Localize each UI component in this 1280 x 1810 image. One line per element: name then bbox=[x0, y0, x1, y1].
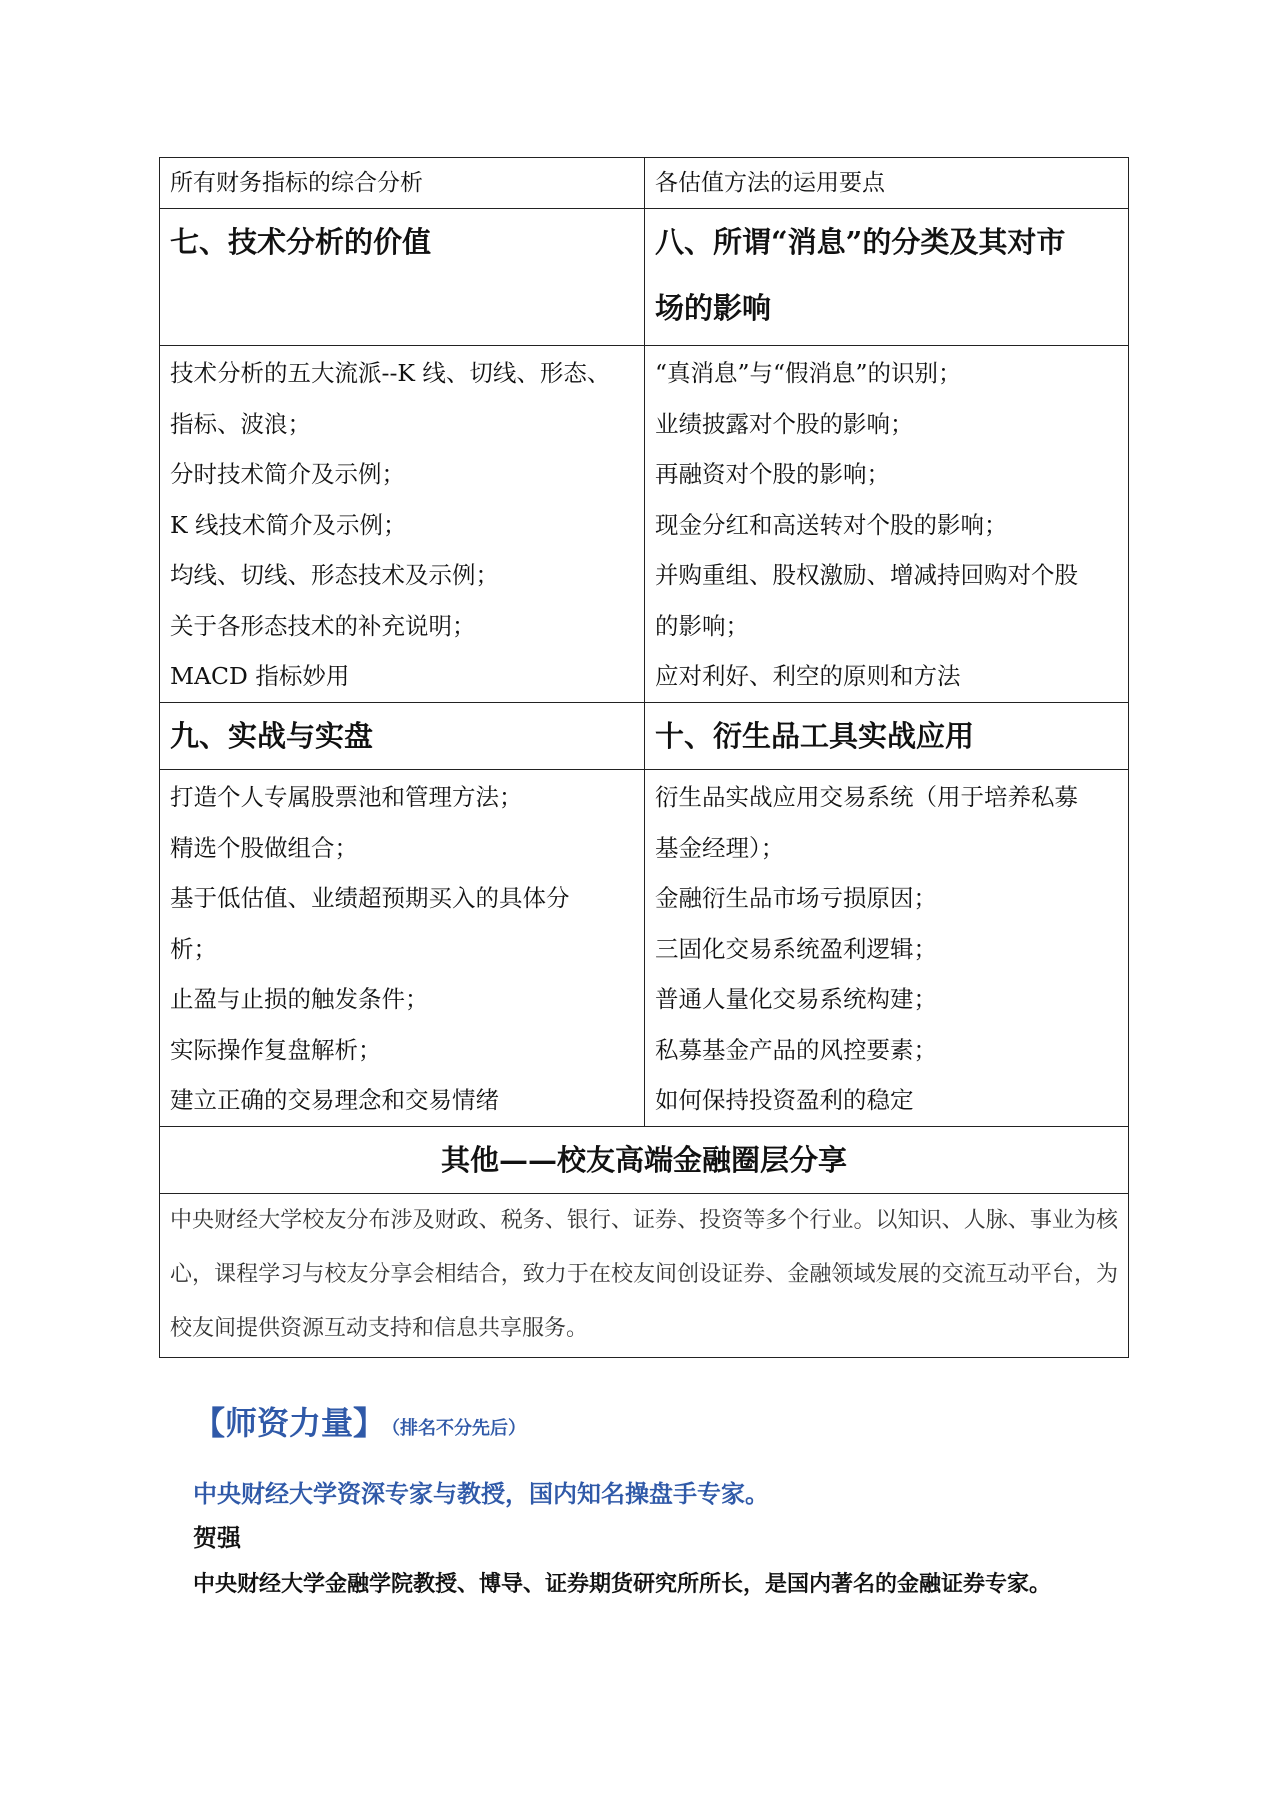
faculty-heading-text: 【师资力量】 bbox=[193, 1404, 386, 1442]
faculty-heading bbox=[193, 1403, 1128, 1449]
section-9-body bbox=[160, 770, 645, 1127]
table-row-body-7-8 bbox=[160, 346, 1129, 703]
table-row-heading-9-10 bbox=[160, 703, 1129, 770]
list-item: 实际操作复盘解析； bbox=[170, 1035, 382, 1064]
list-item: 技术分析的五大流派--K 线、切线、形态、 bbox=[170, 359, 611, 387]
list-item: 的影响； bbox=[655, 611, 749, 640]
section-8-body bbox=[645, 346, 1129, 703]
list-item: 打造个人专属股票池和管理方法； bbox=[170, 783, 523, 811]
section-8-title-line2: 场的影响 bbox=[655, 291, 772, 325]
course-table bbox=[159, 157, 1129, 1358]
list-item: 基金经理）； bbox=[655, 833, 785, 862]
list-item: 金融衍生品市场亏损原因； bbox=[655, 884, 937, 912]
list-item: MACD 指标妙用 bbox=[170, 662, 350, 690]
list-item: 再融资对个股的影响； bbox=[655, 460, 890, 488]
list-item: 业绩披露对个股的影响； bbox=[655, 409, 914, 438]
section-9-title: 九、实战与实盘 bbox=[160, 703, 645, 770]
cell-valuation-methods: 各估值方法的运用要点 bbox=[645, 158, 1129, 209]
section-7-list bbox=[170, 346, 634, 702]
faculty-ranking-note: （排名不分先后） bbox=[391, 1418, 527, 1439]
list-item: 精选个股做组合； bbox=[170, 833, 358, 862]
list-item: 应对利好、利空的原则和方法 bbox=[655, 662, 961, 690]
list-item: 建立正确的交易理念和交易情绪 bbox=[170, 1086, 499, 1114]
list-item: 均线、切线、形态技术及示例； bbox=[170, 561, 499, 589]
list-item: 分时技术简介及示例； bbox=[170, 460, 405, 488]
list-item: 析； bbox=[170, 934, 217, 963]
list-item: 如何保持投资盈利的稳定 bbox=[655, 1086, 914, 1114]
section-7-body bbox=[160, 346, 645, 703]
section-9-list bbox=[170, 770, 634, 1126]
table-row-heading-7-8 bbox=[160, 209, 1129, 346]
section-10-title: 十、衍生品工具实战应用 bbox=[645, 703, 1129, 770]
table-row-other-body bbox=[160, 1193, 1129, 1357]
table-row-body-9-10 bbox=[160, 770, 1129, 1127]
list-item: 三固化交易系统盈利逻辑； bbox=[655, 934, 937, 963]
list-item: 普通人量化交易系统构建； bbox=[655, 985, 937, 1013]
faculty-subtitle: 中央财经大学资深专家与教授，国内知名操盘手专家。 bbox=[193, 1479, 769, 1508]
list-item: 指标、波浪； bbox=[170, 409, 311, 438]
faculty-member-description: 中央财经大学金融学院教授、博导、证券期货研究所所长，是国内著名的金融证券专家。 bbox=[193, 1571, 1052, 1597]
other-section-title: 其他——校友高端金融圈层分享 bbox=[160, 1126, 1129, 1193]
section-8-title bbox=[645, 209, 1129, 346]
faculty-section bbox=[193, 1403, 1128, 1601]
table-row-other-title bbox=[160, 1126, 1129, 1193]
list-item: 衍生品实战应用交易系统（用于培养私募 bbox=[655, 783, 1078, 811]
section-7-title: 七、技术分析的价值 bbox=[160, 209, 645, 346]
table-row-top bbox=[160, 158, 1129, 209]
list-item: 私募基金产品的风控要素； bbox=[655, 1035, 937, 1064]
cell-financial-analysis: 所有财务指标的综合分析 bbox=[160, 158, 645, 209]
list-item: 现金分红和高送转对个股的影响； bbox=[655, 510, 1008, 539]
section-8-list bbox=[655, 346, 1118, 702]
faculty-member-name: 贺强 bbox=[193, 1523, 241, 1552]
other-section-body: 中央财经大学校友分布涉及财政、税务、银行、证券、投资等多个行业。以知识、人脉、事业为核心，课程学习与校友分享会相结合，致力于在校友间创设证券、金融领域发展的交流互动平台，为校友间提供资源互动支持和信息共享服务。 bbox=[160, 1193, 1129, 1357]
section-10-body bbox=[645, 770, 1129, 1127]
list-item: K 线技术简介及示例； bbox=[170, 510, 407, 539]
list-item: 关于各形态技术的补充说明； bbox=[170, 611, 476, 640]
list-item: 止盈与止损的触发条件； bbox=[170, 985, 429, 1013]
list-item: “真消息”与“假消息”的识别； bbox=[655, 359, 962, 387]
list-item: 并购重组、股权激励、增减持回购对个股 bbox=[655, 561, 1078, 589]
section-8-title-line1: 八、所谓“消息”的分类及其对市 bbox=[655, 225, 1066, 259]
list-item: 基于低估值、业绩超预期买入的具体分 bbox=[170, 884, 570, 912]
section-10-list bbox=[655, 770, 1118, 1126]
